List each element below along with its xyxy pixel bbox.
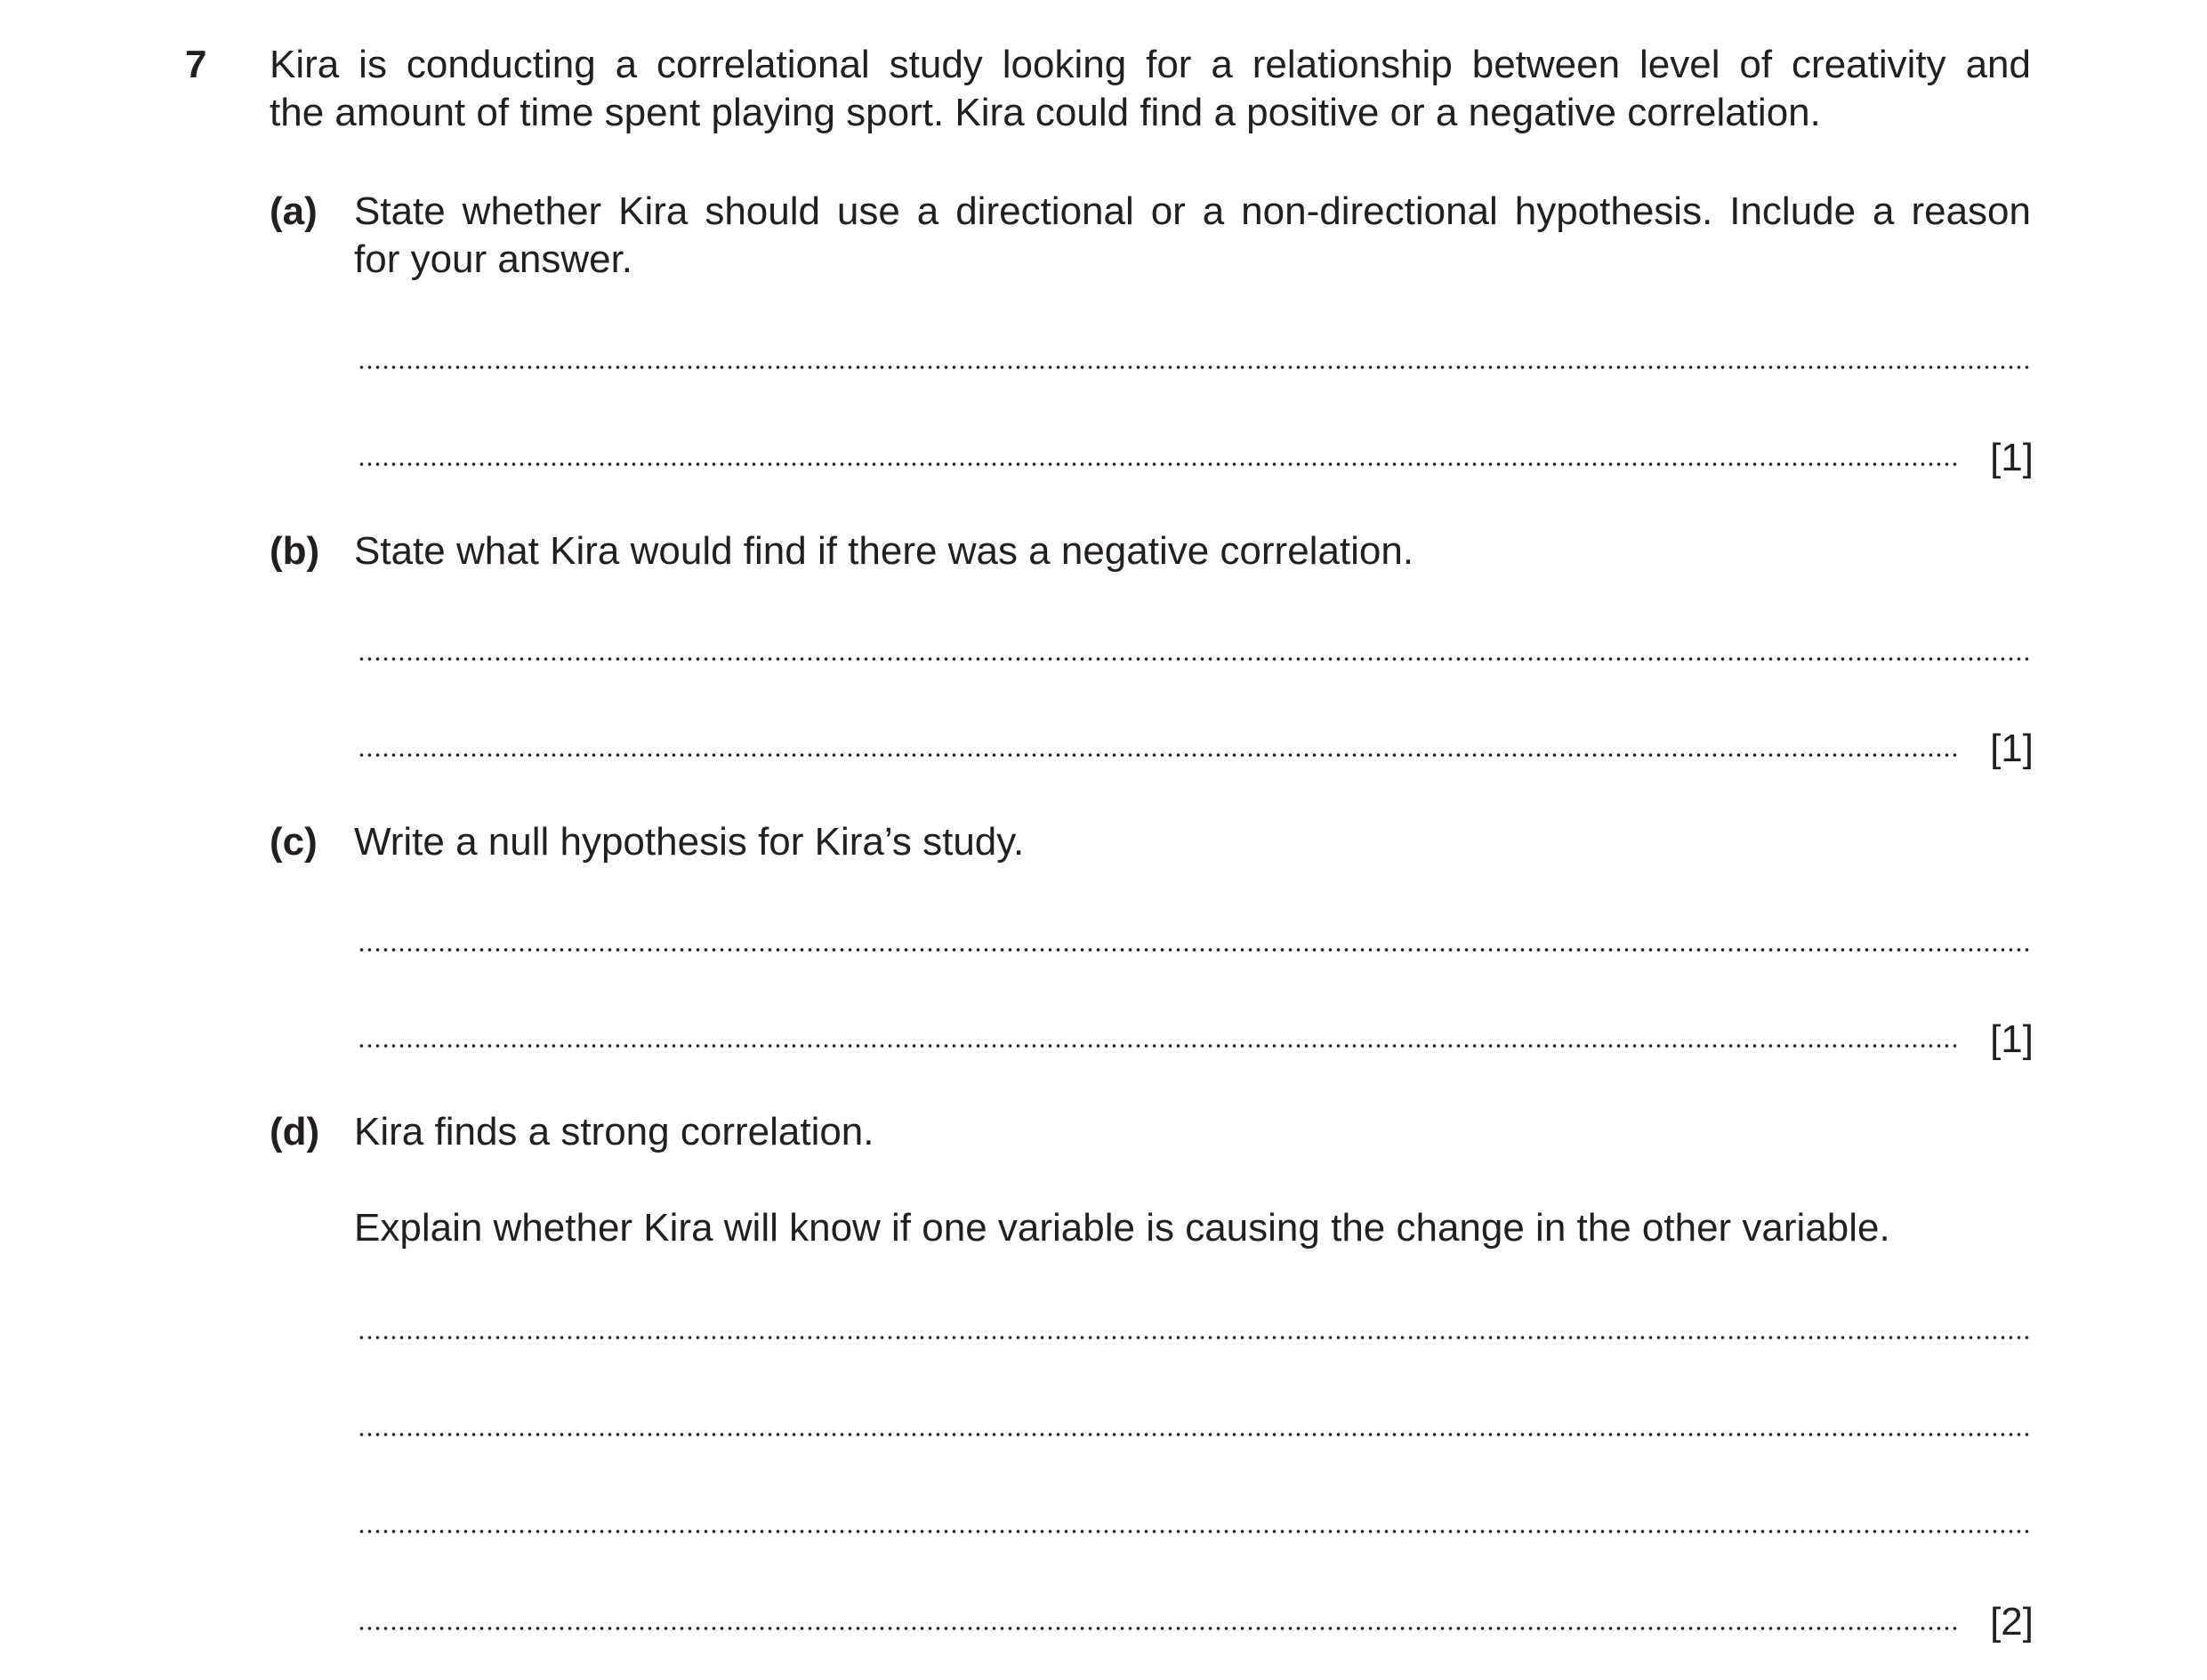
part-c-mark: [1] bbox=[1990, 1017, 2034, 1061]
part-d-answer-line-3[interactable] bbox=[358, 1529, 2030, 1534]
part-d-label: (d) bbox=[270, 1110, 320, 1153]
part-d-text-line-1: Kira finds a strong correlation. bbox=[354, 1110, 874, 1153]
part-d-text-line-2: Explain whether Kira will know if one variable is causing the change in the other variable. bbox=[354, 1206, 1890, 1250]
question-stem bbox=[270, 41, 2031, 137]
part-d-answer-line-1[interactable] bbox=[358, 1335, 2030, 1340]
part-a-answer-line-2[interactable] bbox=[358, 462, 1961, 467]
part-c-text bbox=[354, 818, 2031, 866]
part-c-label: (c) bbox=[270, 820, 318, 864]
part-b-text-line-1: State what Kira would find if there was a negative correlation. bbox=[354, 529, 1414, 573]
part-a-text-line-2: for your answer. bbox=[354, 237, 633, 281]
part-d-answer-line-4[interactable] bbox=[358, 1626, 1961, 1631]
question-number: 7 bbox=[185, 43, 207, 86]
part-a-mark: [1] bbox=[1990, 436, 2034, 479]
part-d-answer-line-2[interactable] bbox=[358, 1432, 2030, 1437]
part-b-text bbox=[354, 527, 2031, 575]
part-a-text-line-1: State whether Kira should use a directional or a non-directional hypothesis. Include a reason bbox=[354, 189, 2031, 233]
part-d-mark: [2] bbox=[1990, 1600, 2034, 1644]
part-b-label: (b) bbox=[270, 529, 320, 573]
part-a-label: (a) bbox=[270, 189, 318, 233]
part-a-answer-line-1[interactable] bbox=[358, 365, 2030, 370]
part-c-text-line-1: Write a null hypothesis for Kira’s study. bbox=[354, 820, 1025, 864]
part-b-answer-line-2[interactable] bbox=[358, 752, 1961, 758]
part-a-text bbox=[354, 188, 2031, 284]
question-stem-line-2: the amount of time spent playing sport. Kira could find a positive or a negative correlation. bbox=[270, 91, 1821, 134]
part-b-answer-line-1[interactable] bbox=[358, 656, 2030, 662]
question-stem-line-1: Kira is conducting a correlational study looking for a relationship between level of creativity and bbox=[270, 43, 2031, 86]
part-b-mark: [1] bbox=[1990, 727, 2034, 770]
part-c-answer-line-1[interactable] bbox=[358, 947, 2030, 953]
part-c-answer-line-2[interactable] bbox=[358, 1043, 1961, 1049]
